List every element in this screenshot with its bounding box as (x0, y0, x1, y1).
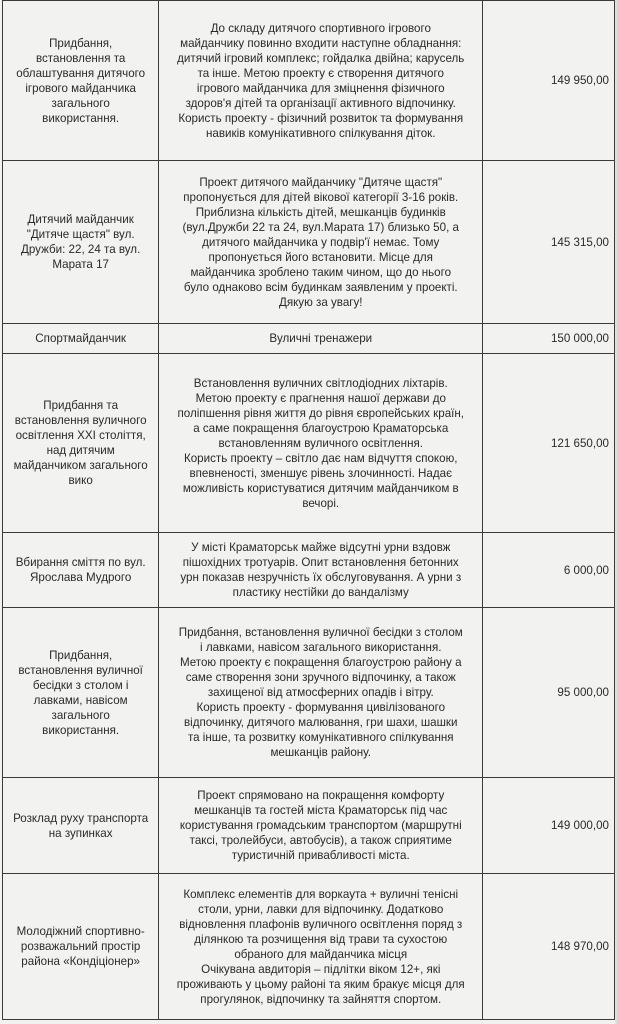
project-title-cell (3, 1, 159, 161)
project-title-line: загального (51, 96, 110, 110)
project-description-line: (вул.Дружби 22 та 24, вул.Марата 17) близько 50, а (182, 220, 459, 234)
project-amount-cell: 6 000,00 (483, 533, 615, 608)
project-description-line: користування громадським транспортом (маршрутні (179, 819, 462, 832)
project-description-line: саме створення зони зручного відпочинку, а також (185, 671, 456, 684)
table-row (3, 1, 615, 161)
project-title-line: Придбання, (49, 648, 113, 662)
project-description-line: Очікувана авдиторія – підлітки віком 12+, які (201, 962, 441, 976)
project-description-line: Користь проекту – світло дає нам відчуття спокою, (183, 451, 458, 465)
project-title-line: освітлення XXI століття, (15, 429, 146, 442)
project-description-line: Комплекс елементів для воркаута + вуличні тенісні (183, 887, 459, 901)
project-title-line: Придбання та (43, 399, 119, 412)
project-description-line: пластику нестійки до вандалізму (232, 586, 409, 599)
project-title-line: Дитячий майданчик (27, 213, 134, 226)
project-description-line: проживають у цьому районі та яким бракує місця для (176, 977, 465, 991)
project-description-line: ділянкою та розчищення від трави та сухостою (194, 932, 448, 946)
project-description-line: Користь проекту - формування цивілізованого (196, 701, 446, 714)
project-description-line: і лавками, навісом загального використання. (200, 641, 442, 654)
project-description-line: туристичній привабливості міста. (231, 849, 410, 862)
project-description-line: столи, урни, лавки для відпочинку. Додатково (198, 902, 444, 916)
project-title-line: района «Кондіціонер» (21, 955, 140, 968)
project-title-line: Розклад руху транспорта (13, 811, 149, 825)
project-description-cell (159, 354, 483, 533)
project-description-line: вечорі. (302, 496, 340, 510)
project-title-cell (3, 778, 159, 874)
project-title-line: "Дитяче щастя" вул. (26, 228, 135, 241)
project-description-line: урн показав незручність їх обслуговування. А урни з (180, 571, 462, 584)
project-description-line: майданчика зроблено таким чином, що до нього (190, 265, 452, 279)
project-title-cell (3, 354, 159, 533)
project-description-cell (159, 778, 483, 874)
project-description-line: ігрового майданчика для зміцнення фізичного (196, 81, 445, 95)
project-description-line: було однаково всім будинкам заявленим у проекті. (183, 280, 458, 294)
project-description-line: впевненості, зменшує рівень злочинності. Надає (189, 466, 453, 480)
project-amount-cell: 148 970,00 (483, 874, 615, 1020)
project-title-line: Спортмайданчик (35, 332, 126, 345)
project-title-line: Молодіжний спортивно- (16, 925, 145, 938)
project-description-line: відновлення плафонів вуличного освітлення поряд з (179, 917, 463, 931)
project-description-line: а саме покращення благоустрою Краматорська (193, 421, 449, 435)
project-description-line: та інше. Метою проекту є створення дитячого (197, 66, 444, 80)
project-description-line: Придбання, встановлення вуличної бесідки з столом (178, 626, 463, 639)
project-description-line: майданчику повинно входити наступне обладнання: (180, 36, 462, 50)
project-description-line: Проект спрямовано на покращення комфорту (197, 789, 445, 802)
project-description-line: обраного для майданчика місця (234, 947, 408, 961)
project-description-cell (159, 1, 483, 161)
project-title-line: вико (68, 474, 93, 487)
project-title-line: Вбирання сміття по вул. (15, 556, 146, 569)
project-description-cell (159, 533, 483, 608)
project-title-cell (3, 324, 159, 354)
project-title-line: використання. (42, 111, 120, 125)
table-row (3, 533, 615, 608)
project-title-line: на зупинках (48, 826, 113, 840)
project-amount-cell: 95 000,00 (483, 608, 615, 778)
project-title-line: над дитячим (46, 444, 115, 457)
project-title-line: встановлення вуличного (14, 414, 147, 427)
project-description-line: Проект дитячого майданчику "Дитяче щастя" (199, 175, 443, 189)
project-description-line: навиків комунікативного спілкування діток. (206, 126, 436, 140)
project-title-cell (3, 533, 159, 608)
project-title-line: бесідки з столом і (32, 678, 129, 692)
project-title-line: облаштування дитячого (16, 66, 146, 80)
project-description-line: У місті Краматорськ майже відсутні урни вздовж (191, 541, 451, 554)
project-description-line: мешканців та гостей міста Краматорськ під час (194, 804, 448, 817)
project-amount-cell: 150 000,00 (483, 324, 615, 354)
project-title-line: майданчиком загального (13, 459, 148, 472)
project-description-line: пропонується для дітей вікової категорії 3-16 років. (183, 190, 459, 204)
project-title-line: ігрового майданчика (25, 81, 136, 95)
project-description-line: Метою проекту є прагнення нашої держави до (195, 391, 446, 405)
project-description-cell (159, 161, 483, 324)
project-description-line: встановленням вуличного освітлення. (218, 436, 423, 450)
project-description-cell (159, 608, 483, 778)
project-description-line: поліпшення рівня життя до рівня європейських країн, (177, 406, 464, 420)
project-description-line: дитячого майданчика у подвір'ї немає. Тому (202, 235, 440, 249)
project-title-line: використання. (42, 723, 120, 737)
table-row (3, 161, 615, 324)
project-title-line: Придбання, (49, 36, 113, 50)
project-title-line: лавками, навісом (33, 693, 128, 707)
project-description-line: таксі, тролейбуси, автобусів), а також сприятиме (189, 834, 452, 847)
project-amount-cell: 149 950,00 (483, 1, 615, 161)
projects-table-body (3, 1, 615, 1020)
project-description-line: Дякую за увагу! (278, 295, 363, 309)
projects-table (2, 0, 615, 1020)
project-description-line: відпочинку, дитячого малювання, гри шахи, шашки (184, 716, 458, 729)
project-title-cell (3, 608, 159, 778)
project-description-line: Метою проекту є покращення благоустрою району а (179, 656, 462, 669)
table-row (3, 608, 615, 778)
project-description-line: здоров'я дітей та організації активного відпочинку. (185, 96, 456, 110)
project-description-line: Приблизна кількість дітей, мешканців будинків (195, 205, 446, 219)
project-description-line: дитячий ігровий комплекс; гойдалка двійна; карусель (177, 51, 465, 65)
project-description-line: захищеної від атмосферних опадів і вітру. (207, 686, 434, 699)
project-title-line: Марата 17 (52, 258, 109, 271)
project-description-line: пішохідних тротуарів. Опит встановлення бетонних (182, 556, 459, 569)
project-title-line: розважальний простір (20, 940, 141, 953)
project-title-line: Ярослава Мудрого (30, 571, 132, 584)
project-title-line: встановлення та (35, 51, 126, 65)
project-description-line: прогулянок, відпочинку та зайняття спортом. (200, 992, 442, 1006)
project-description-line: Вуличні тренажери (269, 332, 373, 345)
project-amount-cell: 145 315,00 (483, 161, 615, 324)
table-row (3, 354, 615, 533)
scan-edge-shadow (615, 0, 619, 1024)
project-description-line: мешканців району. (270, 746, 372, 759)
project-amount-cell: 121 650,00 (483, 354, 615, 533)
project-description-line: та інше, та розвитку комунікативного спілкування (187, 731, 454, 744)
project-title-line: загального (51, 708, 110, 722)
project-description-cell (159, 324, 483, 354)
project-title-line: Дружби: 22, 24 та вул. (21, 243, 141, 256)
table-row (3, 874, 615, 1020)
project-description-line: Користь проекту - фізичний розвиток та формування (178, 111, 464, 125)
project-description-line: До складу дитячого спортивного ігрового (210, 21, 431, 35)
project-description-line: Встановлення вуличних світлодіодних ліхтарів. (193, 376, 448, 390)
project-title-line: встановлення вуличної (18, 663, 143, 677)
table-row (3, 324, 615, 354)
project-title-cell (3, 161, 159, 324)
project-amount-cell: 149 000,00 (483, 778, 615, 874)
project-description-cell (159, 874, 483, 1020)
project-description-line: можливість користуватися дитячим майданчиком в (182, 481, 459, 495)
project-title-cell (3, 874, 159, 1020)
table-row (3, 778, 615, 874)
project-description-line: пропонується його встановити. Місце для (208, 250, 433, 264)
